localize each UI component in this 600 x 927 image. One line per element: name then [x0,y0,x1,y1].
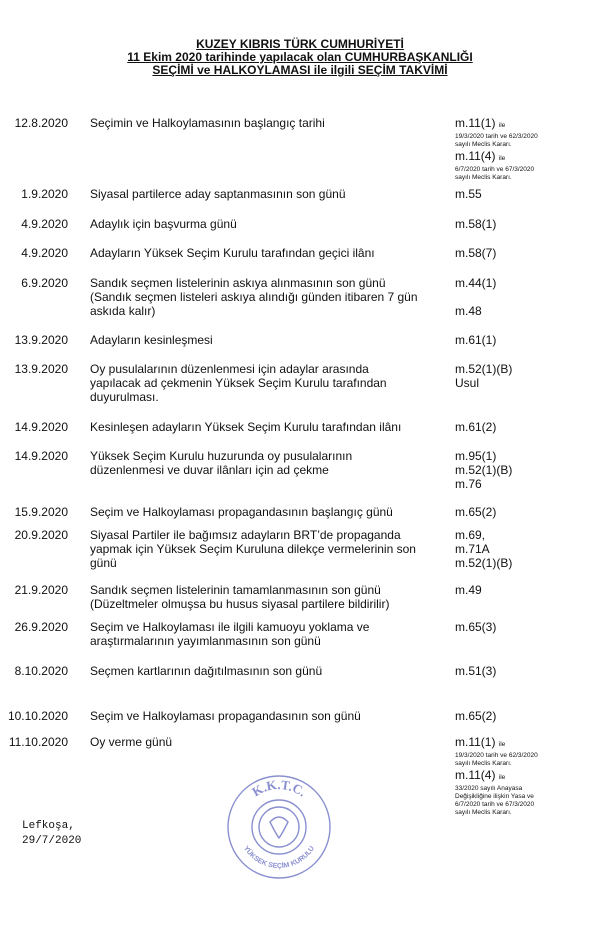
article-number: m.69, [455,528,486,542]
article-reference [455,528,595,542]
row-description [90,276,445,318]
row-description [90,116,445,130]
article-number: m.61(1) [455,333,497,347]
row-description [90,246,445,260]
article-number: m.51(3) [455,664,497,678]
row-description [90,664,445,678]
row-legal-reference [455,187,595,201]
article-conjunction: ile [498,774,506,781]
article-reference [455,620,595,634]
description-line: Sandık seçmen listelerinin askıya alınmasının son günü [90,276,386,290]
row-description [90,528,445,570]
article-number: m.61(2) [455,420,497,434]
description-line: Seçmen kartlarının dağıtılmasının son günü [90,664,323,678]
description-line: Seçim ve Halkoylaması ile ilgili kamuoyu yoklama ve [90,620,370,634]
stamp-bottom-text: YÜKSEK SEÇİM KURULU [241,845,317,871]
article-number: m.65(2) [455,505,497,519]
reference-note: 19/3/2020 tarih ve 62/3/2020 [455,752,538,759]
official-stamp [224,772,334,882]
article-number: m.58(1) [455,217,497,231]
row-date: 21.9.2020 [14,583,68,597]
article-number: m.49 [455,583,482,597]
description-line: Oy pusulalarının düzenlenmesi için adaylar arasında [90,362,369,376]
row-date: 26.9.2020 [14,620,68,634]
description-line: araştırmalarının yayımlanmasının son günü [90,634,321,648]
description-line: Siyasal partilerce aday saptanmasının son günü [90,187,346,201]
article-reference [455,449,595,463]
stamp-inner-ring [252,800,306,854]
description-line: Adayların kesinleşmesi [90,333,213,347]
row-date: 10.10.2020 [7,709,68,723]
row-legal-reference [455,116,595,182]
description-line: Yüksek Seçim Kurulu huzurunda oy pusulalarının [90,449,353,463]
article-reference [455,290,595,304]
row-date: 14.9.2020 [14,449,68,463]
article-reference [455,362,595,376]
row-description [90,420,445,434]
article-reference [455,583,595,597]
header-title-line3: SEÇİMİ ve HALKOYLAMASI ile ilgili SEÇİM TAKVİMİ [152,63,448,77]
article-number: m.52(1)(B) [455,362,513,376]
row-date: 13.9.2020 [14,333,68,347]
reference-note: 6/7/2020 tarih ve 67/3/2020 [455,166,535,173]
reference-note: 6/7/2020 tarih ve 67/3/2020 [455,801,535,808]
description-line: yapmak için Yüksek Seçim Kuruluna dilekçe vermelerinin son [90,542,416,556]
row-date: 15.9.2020 [14,505,68,519]
description-line: Seçim ve Halkoylaması propagandasının başlangıç günü [90,505,393,519]
article-number: m.52(1)(B) [455,463,513,477]
row-description [90,735,445,749]
article-reference [455,420,595,434]
article-conjunction: ile [498,155,506,162]
article-number: m.65(2) [455,709,497,723]
stamp-emblem [259,807,299,847]
description-line: askıda kalır) [90,304,156,318]
header-title-line2: 11 Ekim 2020 tarihinde yapılacak olan CUMHURBAŞKANLIĞI [127,50,473,64]
description-line: Kesinleşen adayların Yüksek Seçim Kurulu tarafından ilânı [90,420,402,434]
row-date: 1.9.2020 [21,187,68,201]
description-line: Adayların Yüksek Seçim Kurulu tarafından geçici ilânı [90,246,375,260]
row-date: 4.9.2020 [21,217,68,231]
row-legal-reference [455,449,595,491]
row-description [90,333,445,347]
article-number: m.11(1) [455,116,496,130]
article-number: m.11(4) [455,149,496,163]
row-description [90,709,445,723]
article-reference [455,463,595,477]
footer-city: Lefkoşa, [22,820,75,832]
row-legal-reference [455,217,595,231]
article-reference [455,477,595,491]
article-reference [455,735,595,752]
row-legal-reference [455,505,595,519]
row-legal-reference [455,528,595,570]
row-description [90,217,445,231]
row-description [90,187,445,201]
row-date: 20.9.2020 [14,528,68,542]
description-line: (Sandık seçmen listeleri askıya alındığı günden itibaren 7 gün [90,290,418,304]
description-line: Seçimin ve Halkoylamasının başlangıç tarihi [90,116,325,130]
document-header [0,38,600,77]
row-date: 14.9.2020 [14,420,68,434]
row-description [90,449,445,477]
signature-block [22,819,81,849]
article-number: m.55 [455,187,482,201]
article-reference [455,709,595,723]
description-line: yapılacak ad çekmenin Yüksek Seçim Kurulu tarafından [90,376,387,390]
description-line: Siyasal Partiler ile bağımsız adayların BRT’de propaganda [90,528,401,542]
article-reference [455,664,595,678]
article-reference [455,246,595,260]
article-number: m.11(1) [455,735,496,749]
row-legal-reference [455,709,595,723]
row-legal-reference [455,333,595,347]
stamp-top-text: K.K.T.C. [249,776,310,800]
description-line: düzenlenmesi ve duvar ilânları için ad çekme [90,463,329,477]
row-date: 6.9.2020 [21,276,68,290]
article-reference [455,116,595,133]
row-description [90,583,445,611]
reference-note: Değişikliğine ilişkin Yasa ve [455,793,534,800]
stamp-emblem-shape [270,817,288,838]
article-reference [455,768,595,785]
article-number: m.52(1)(B) [455,556,513,570]
article-number: m.95(1) [455,449,497,463]
header-title-line1: KUZEY KIBRIS TÜRK CUMHURİYETİ [196,37,404,51]
article-reference [455,505,595,519]
article-conjunction: ile [498,122,506,129]
article-number: m.48 [455,304,482,318]
row-date: 13.9.2020 [14,362,68,376]
row-legal-reference [455,620,595,634]
row-date: 12.8.2020 [14,116,68,130]
reference-note: sayılı Meclis Kararı. [455,809,512,816]
row-description [90,362,445,404]
article-number: m.76 [455,477,482,491]
article-number: m.11(4) [455,768,496,782]
row-legal-reference [455,664,595,678]
article-reference [455,556,595,570]
article-reference [455,333,595,347]
article-reference [455,376,595,390]
article-reference [455,542,595,556]
article-reference [455,217,595,231]
row-description [90,505,445,519]
article-number: Usul [455,376,480,390]
row-date: 4.9.2020 [21,246,68,260]
row-legal-reference [455,362,595,390]
description-line: duyurulması. [90,390,159,404]
article-number: m.44(1) [455,276,497,290]
reference-note: 19/3/2020 tarih ve 62/3/2020 [455,133,538,140]
row-date: 8.10.2020 [14,664,68,678]
reference-note: 33/2020 sayılı Anayasa [455,785,523,792]
article-number: m.65(3) [455,620,497,634]
description-line: günü [90,556,117,570]
footer-date: 29/7/2020 [22,835,82,847]
description-line: Adaylık için başvurma günü [90,217,237,231]
row-legal-reference [455,583,595,597]
article-number: m.71A [455,542,490,556]
article-number: m.58(7) [455,246,497,260]
reference-note: sayılı Meclis Kararı. [455,174,512,181]
reference-note: sayılı Meclis Kararı. [455,760,512,767]
row-legal-reference [455,276,595,318]
article-reference [455,304,595,318]
article-conjunction: ile [498,741,506,748]
row-date: 11.10.2020 [8,735,68,749]
article-reference [455,149,595,166]
row-legal-reference [455,246,595,260]
description-line: Oy verme günü [90,735,173,749]
row-legal-reference [455,420,595,434]
description-line: Sandık seçmen listelerinin tamamlanmasının son günü [90,583,381,597]
article-reference [455,276,595,290]
article-reference [455,187,595,201]
reference-note: sayılı Meclis Kararı. [455,141,512,148]
description-line: Seçim ve Halkoylaması propagandasının son günü [90,709,361,723]
row-description [90,620,445,648]
row-legal-reference [455,735,595,817]
description-line: (Düzeltmeler olmuşsa bu husus siyasal partilere bildirilir) [90,597,390,611]
